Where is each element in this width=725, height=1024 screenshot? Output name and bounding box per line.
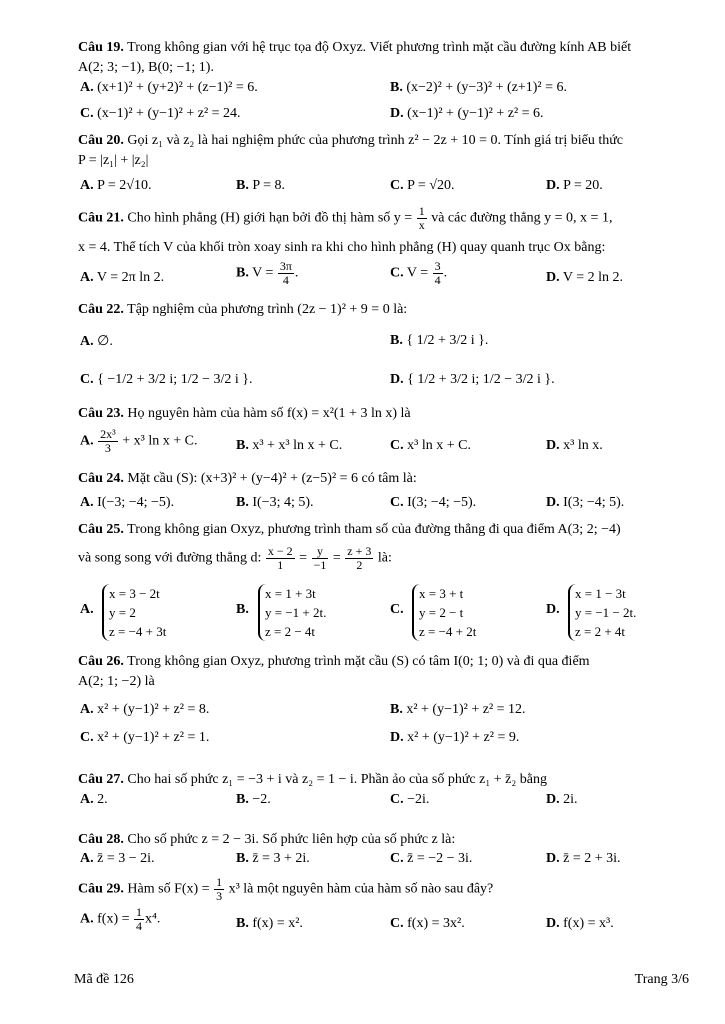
option-a-system: x = 3 − 2t y = 2 z = −4 + 3t bbox=[102, 584, 166, 641]
answer-row bbox=[78, 80, 690, 100]
option-a[interactable]: A. P = 2√10. bbox=[80, 178, 152, 193]
answer-row bbox=[78, 702, 690, 722]
answer-row bbox=[78, 427, 690, 458]
question-text-cont: x³ là một nguyên hàm của hàm số nào sau đây? bbox=[228, 881, 494, 897]
answer-row bbox=[78, 730, 690, 750]
question-label: Câu 20. bbox=[78, 133, 124, 148]
option-a[interactable]: A. V = 2π ln 2. bbox=[80, 270, 165, 285]
option-b[interactable]: B. bbox=[236, 602, 249, 617]
option-b[interactable]: B. x³ + x³ ln x + C. bbox=[236, 438, 343, 453]
option-b[interactable]: B. I(−3; 4; 5). bbox=[236, 495, 314, 510]
option-d[interactable]: D. V = 2 ln 2. bbox=[546, 270, 624, 285]
answer-row bbox=[78, 792, 690, 812]
question-text: Họ nguyên hàm của hàm số f(x) = x²(1 + 3 ln x) là bbox=[127, 406, 411, 421]
answer-row bbox=[78, 905, 690, 936]
question-text: Cho số phức z = 2 − 3i. Số phức liên hợp của số phức z là: bbox=[127, 832, 456, 847]
option-c[interactable]: C. (x−1)² + (y−1)² + z² = 24. bbox=[80, 106, 241, 121]
answer-row bbox=[78, 333, 690, 353]
question-label: Câu 21. bbox=[78, 210, 124, 226]
question-label: Câu 25. bbox=[78, 522, 124, 537]
question-text: Tập nghiệm của phương trình (2z − 1)² + 9 = 0 là: bbox=[127, 302, 408, 317]
option-d[interactable]: D. { 1/2 + 3/2 i; 1/2 − 3/2 i }. bbox=[390, 372, 555, 387]
option-a[interactable]: A. 2. bbox=[80, 792, 108, 807]
question-text: Cho hình phẳng (H) giới hạn bởi đồ thị hàm số y = bbox=[127, 210, 413, 226]
option-a[interactable]: A. $\frac{\text{2x³}}{3}$ + x³ ln x + C. bbox=[80, 427, 198, 455]
question-label: Câu 27. bbox=[78, 772, 124, 787]
question-29 bbox=[78, 876, 690, 903]
question-text: Cho hai số phức z₁ = −3 + i và z₂ = 1 − i. Phần ảo của số phức z₁ + z̄₂ bằng bbox=[127, 772, 547, 787]
option-b[interactable]: B. −2. bbox=[236, 792, 271, 807]
question-23 bbox=[78, 404, 690, 424]
question-text: Trong không gian với hệ trục tọa độ Oxyz. Viết phương trình mặt cầu đường kính AB biết bbox=[127, 40, 632, 55]
option-a[interactable]: A. x² + (y−1)² + z² = 8. bbox=[80, 702, 210, 717]
answer-row bbox=[78, 178, 690, 198]
question-21 bbox=[78, 205, 690, 232]
answer-row bbox=[78, 851, 690, 871]
option-b[interactable]: B. f(x) = x². bbox=[236, 916, 303, 931]
option-a[interactable]: A. I(−3; −4; −5). bbox=[80, 495, 175, 510]
option-c-system: x = 3 + t y = 2 − t z = −4 + 2t bbox=[412, 584, 476, 641]
question-21-line2: x = 4. Thể tích V của khối tròn xoay sinh ra khi cho hình phẳng (H) quay quanh trục Ox bằng: bbox=[78, 240, 606, 255]
option-d[interactable]: D. 2i. bbox=[546, 792, 578, 807]
question-label: Câu 19. bbox=[78, 40, 124, 55]
option-c[interactable]: C. −2i. bbox=[390, 792, 430, 807]
question-24 bbox=[78, 469, 690, 489]
question-text-line2: A(2; 3; −1), B(0; −1; 1). bbox=[78, 60, 214, 75]
option-b[interactable]: B. P = 8. bbox=[236, 178, 286, 193]
answer-row bbox=[78, 106, 690, 126]
question-19 bbox=[78, 38, 690, 78]
question-label: Câu 29. bbox=[78, 881, 124, 897]
question-28 bbox=[78, 830, 690, 850]
fraction: $\frac{1}{3}$ bbox=[216, 875, 223, 903]
question-text: Trong không gian Oxyz, phương trình mặt cầu (S) có tâm I(0; 1; 0) và đi qua điểm bbox=[127, 654, 590, 669]
question-text: Trong không gian Oxyz, phương trình tham số của đường thẳng đi qua điểm A(3; 2; −4) bbox=[127, 522, 621, 537]
question-text: Gọi z₁ và z₂ là hai nghiệm phức của phương trình z² − 2z + 10 = 0. Tính giá trị biểu thức bbox=[127, 133, 624, 148]
answer-row bbox=[78, 259, 690, 290]
option-c[interactable]: C. x³ ln x + C. bbox=[390, 438, 471, 453]
question-25 bbox=[78, 520, 690, 540]
option-c[interactable]: C. { −1/2 + 3/2 i; 1/2 − 3/2 i }. bbox=[80, 372, 253, 387]
option-a[interactable]: A. ∅. bbox=[80, 334, 113, 349]
option-b[interactable]: B. { 1/2 + 3/2 i }. bbox=[390, 333, 489, 348]
option-d[interactable]: D. bbox=[546, 602, 560, 617]
option-b-system: x = 1 + 3t y = −1 + 2t. z = 2 − 4t bbox=[258, 584, 326, 641]
option-c[interactable]: C. P = √20. bbox=[390, 178, 455, 193]
question-20 bbox=[78, 131, 690, 171]
option-c[interactable]: C. x² + (y−1)² + z² = 1. bbox=[80, 730, 210, 745]
exam-code: Mã đề 126 bbox=[74, 972, 134, 987]
option-a[interactable]: A. (x+1)² + (y+2)² + (z−1)² = 6. bbox=[80, 80, 258, 95]
fraction: $\frac{1}{x}$ bbox=[418, 204, 425, 232]
question-26 bbox=[78, 652, 690, 692]
question-text: Hàm số F(x) = bbox=[127, 881, 210, 897]
option-b[interactable]: B. x² + (y−1)² + z² = 12. bbox=[390, 702, 526, 717]
option-b[interactable]: B. (x−2)² + (y−3)² + (z+1)² = 6. bbox=[390, 80, 567, 95]
answer-row bbox=[78, 372, 690, 392]
option-d[interactable]: D. P = 20. bbox=[546, 178, 603, 193]
question-label: Câu 23. bbox=[78, 406, 124, 421]
option-a[interactable]: A. bbox=[80, 602, 94, 617]
question-text-line2: P = |z₁| + |z₂| bbox=[78, 153, 149, 168]
option-c[interactable]: C. f(x) = 3x². bbox=[390, 916, 465, 931]
question-label: Câu 26. bbox=[78, 654, 124, 669]
option-c[interactable]: C. V = $\frac{3}{4}$ . bbox=[390, 259, 448, 287]
option-c[interactable]: C. bbox=[390, 602, 404, 617]
option-a[interactable]: A. f(x) = $\frac{1}{4}$ x⁴. bbox=[80, 905, 161, 933]
option-a[interactable]: A. z̄ = 3 − 2i. bbox=[80, 851, 155, 866]
option-d[interactable]: D. I(3; −4; 5). bbox=[546, 495, 625, 510]
answer-row bbox=[78, 495, 690, 515]
question-27 bbox=[78, 770, 690, 790]
option-b[interactable]: B. V = $\frac{3\pi}{4}$ . bbox=[236, 259, 299, 287]
question-25-line2: và song song với đường thẳng d: $\frac{x - 2}{1}$ = $\frac{y}{-1}$ = $\frac{z + 3}{2}$ là: bbox=[78, 544, 392, 572]
option-d[interactable]: D. z̄ = 2 + 3i. bbox=[546, 851, 621, 866]
question-text-cont: và các đường thẳng y = 0, x = 1, bbox=[431, 210, 613, 226]
option-c[interactable]: C. z̄ = −2 − 3i. bbox=[390, 851, 473, 866]
option-d[interactable]: D. f(x) = x³. bbox=[546, 916, 614, 931]
question-label: Câu 28. bbox=[78, 832, 124, 847]
page-number: Trang 3/6 bbox=[634, 972, 689, 987]
option-d[interactable]: D. (x−1)² + (y−1)² + z² = 6. bbox=[390, 106, 544, 121]
option-d[interactable]: D. x² + (y−1)² + z² = 9. bbox=[390, 730, 520, 745]
option-d-system: x = 1 − 3t y = −1 − 2t. z = 2 + 4t bbox=[568, 584, 636, 641]
question-text: Mặt cầu (S): (x+3)² + (y−4)² + (z−5)² = 6 có tâm là: bbox=[127, 471, 417, 486]
question-22 bbox=[78, 300, 690, 320]
question-label: Câu 22. bbox=[78, 302, 124, 317]
option-c[interactable]: C. I(3; −4; −5). bbox=[390, 495, 477, 510]
answer-row bbox=[78, 584, 690, 646]
option-b[interactable]: B. z̄ = 3 + 2i. bbox=[236, 851, 310, 866]
option-d[interactable]: D. x³ ln x. bbox=[546, 438, 603, 453]
question-text-line2: A(2; 1; −2) là bbox=[78, 674, 155, 689]
question-label: Câu 24. bbox=[78, 471, 124, 486]
